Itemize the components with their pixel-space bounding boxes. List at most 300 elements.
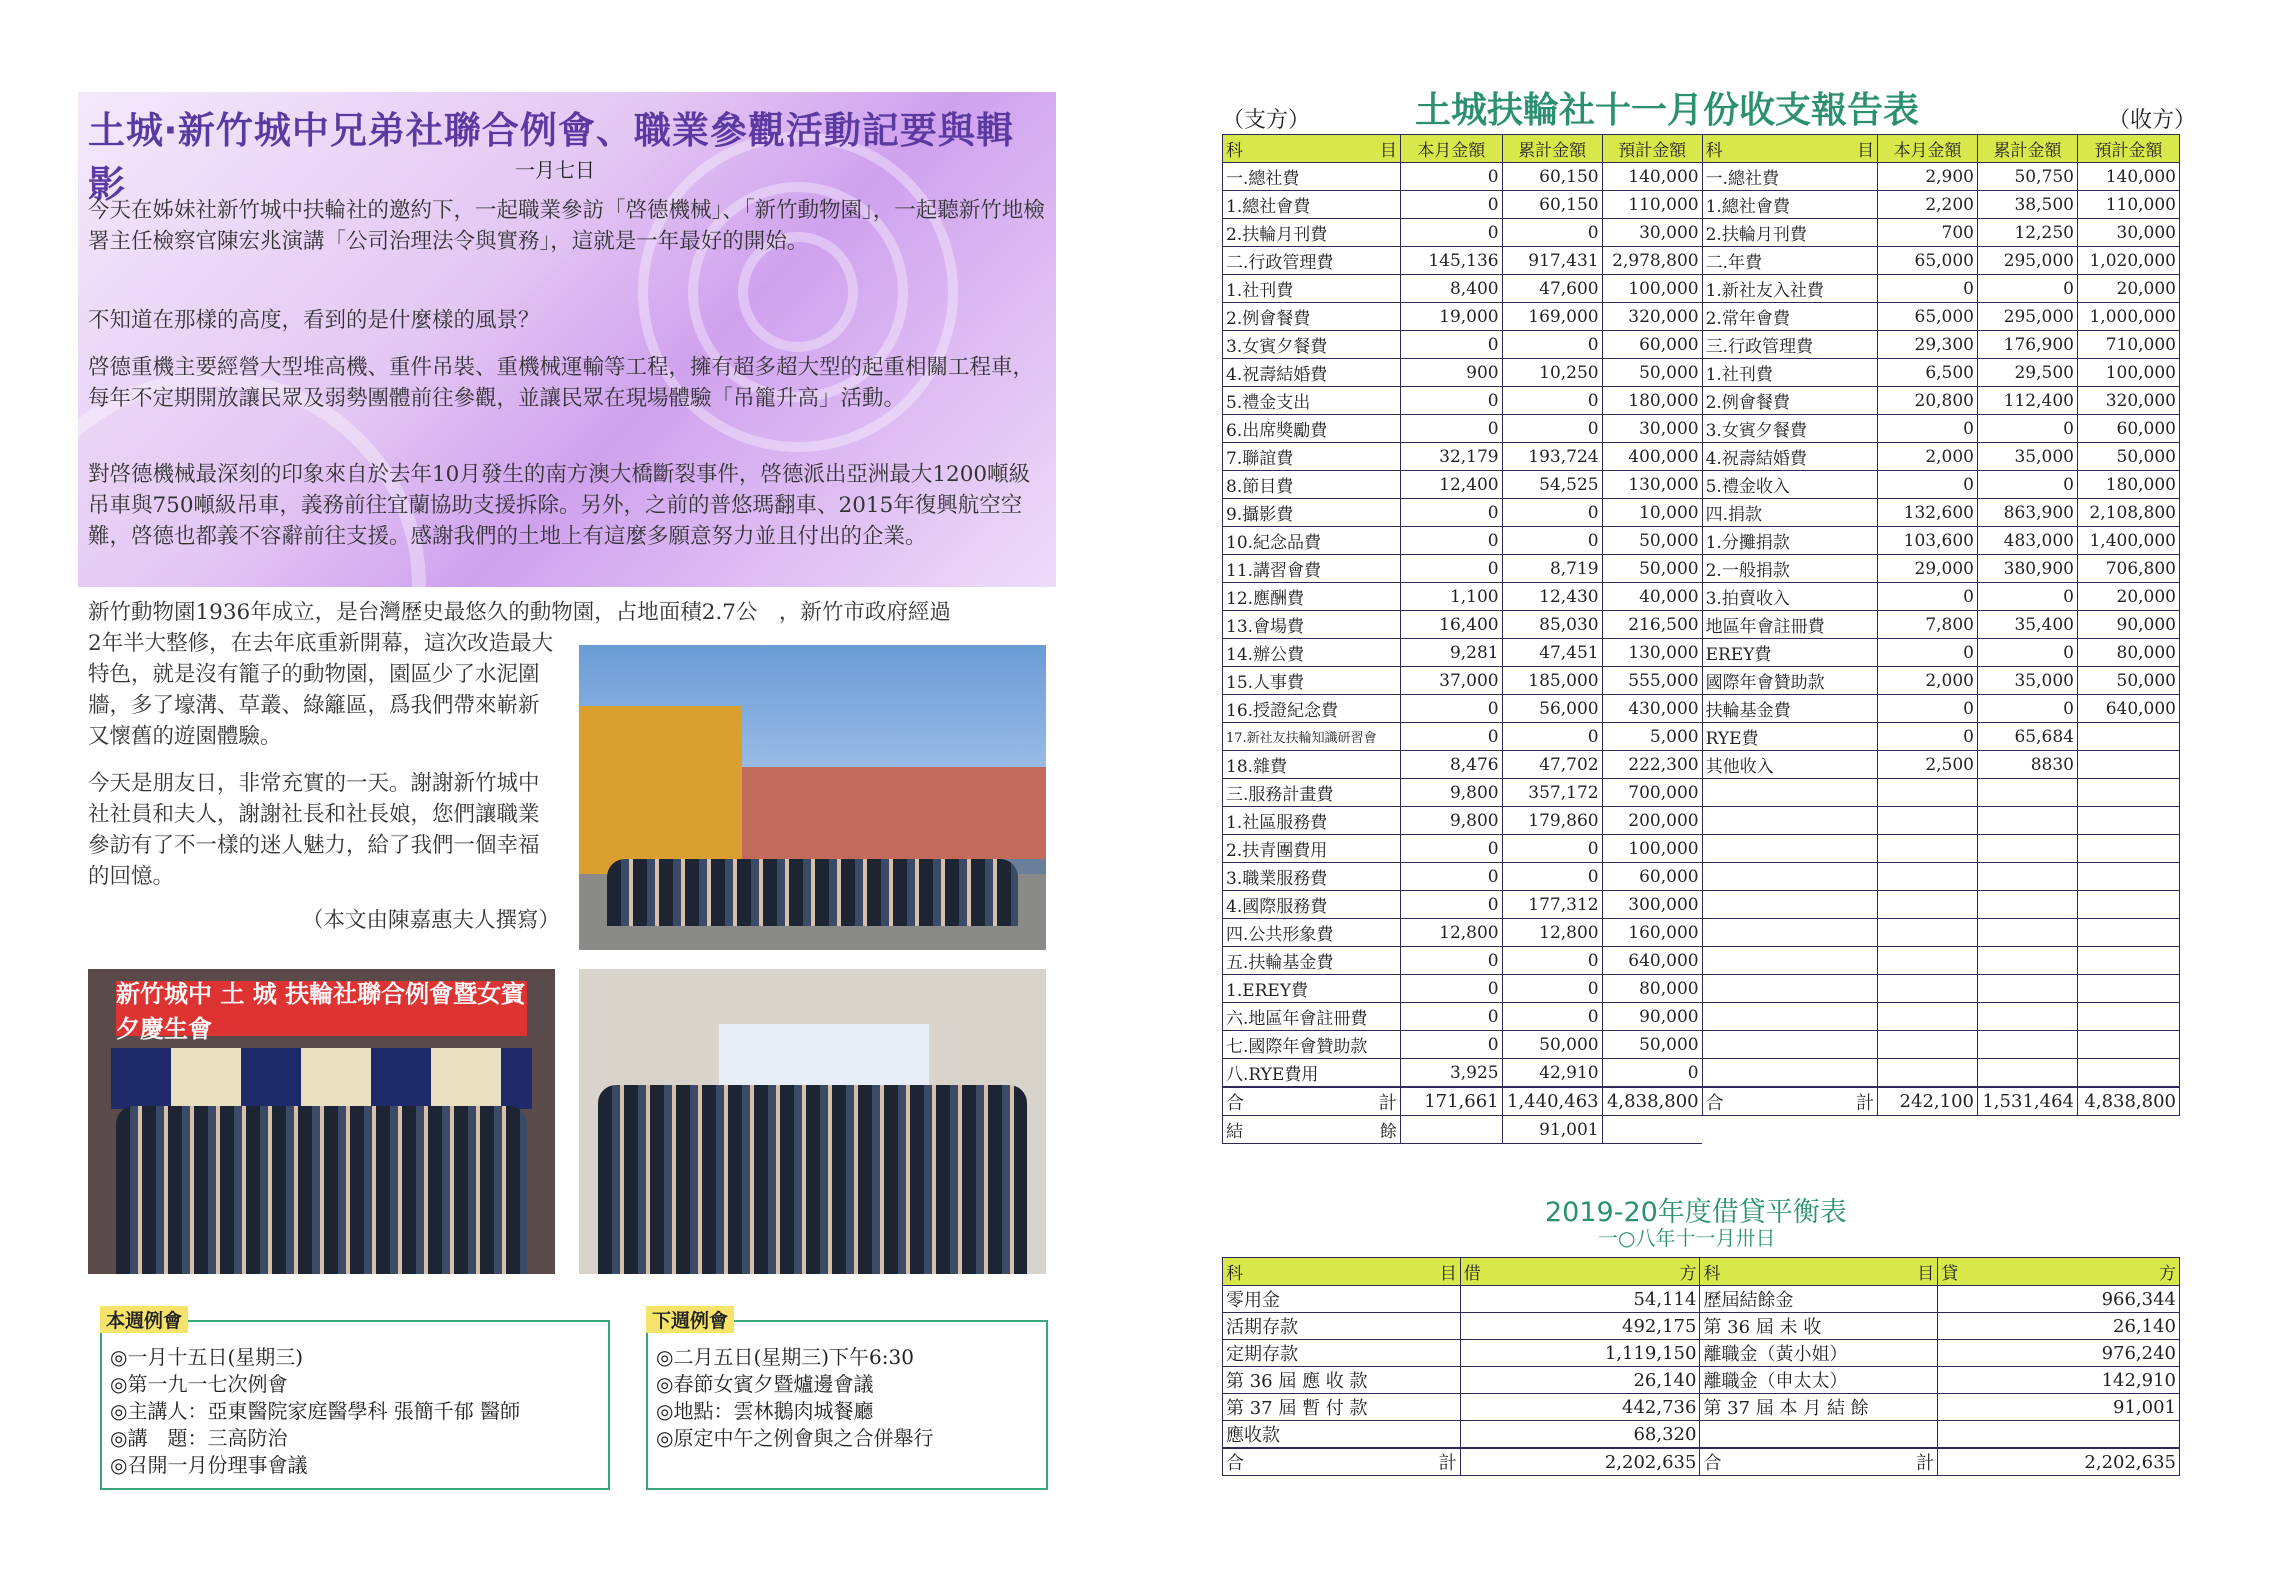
debit-total: 2,202,635 [1460, 1448, 1700, 1476]
income-amount: 65,684 [1977, 723, 2077, 751]
expense-amount: 60,150 [1502, 163, 1602, 191]
table-row [1223, 1031, 2180, 1059]
income-amount [1878, 863, 1978, 891]
expense-amount: 0 [1400, 891, 1502, 919]
income-item-label: 2.扶輪月刊費 [1702, 219, 1878, 247]
expense-item-label: 16.授證紀念費 [1223, 695, 1401, 723]
income-item-label: 1.分攤捐款 [1702, 527, 1878, 555]
expense-amount: 169,000 [1502, 303, 1602, 331]
income-amount: 2,108,800 [2077, 499, 2179, 527]
expense-amount: 0 [1400, 527, 1502, 555]
article-title: 土城‧新竹城中兄弟社聯合例會、職業參觀活動記要與輯影 [88, 109, 1014, 206]
income-amount: 0 [1977, 415, 2077, 443]
table-row [1223, 1367, 2180, 1394]
income-item-label [1702, 835, 1878, 863]
expense-item-label: 13.會場費 [1223, 611, 1401, 639]
header-month: 本月金額 [1878, 135, 1978, 163]
expense-amount: 47,451 [1502, 639, 1602, 667]
expense-total: 1,440,463 [1502, 1087, 1602, 1116]
income-total: 4,838,800 [2077, 1087, 2179, 1116]
balance-sheet-table [1222, 1257, 2180, 1476]
next-week-item: ◎原定中午之例會與之合併舉行 [656, 1426, 934, 1450]
income-amount: 90,000 [2077, 611, 2179, 639]
income-amount [1878, 1059, 1978, 1088]
expense-amount: 140,000 [1602, 163, 1702, 191]
total-label: 合 計 [1223, 1087, 1401, 1116]
income-amount: 103,600 [1878, 527, 1978, 555]
balance-row [1223, 1116, 2180, 1144]
this-week-item: ◎講 題：三高防治 [110, 1426, 288, 1450]
expense-amount: 8,400 [1400, 275, 1502, 303]
table-row [1223, 779, 2180, 807]
income-amount [2077, 975, 2179, 1003]
table-row [1223, 527, 2180, 555]
income-amount: 30,000 [2077, 219, 2179, 247]
expense-amount: 47,702 [1502, 751, 1602, 779]
income-amount: 1,400,000 [2077, 527, 2179, 555]
expense-amount: 917,431 [1502, 247, 1602, 275]
income-amount [1977, 1031, 2077, 1059]
income-amount: 80,000 [2077, 639, 2179, 667]
income-item-label: 三.行政管理費 [1702, 331, 1878, 359]
income-amount [1977, 863, 2077, 891]
income-amount [2077, 1003, 2179, 1031]
expense-total: 4,838,800 [1602, 1087, 1702, 1116]
income-amount: 380,900 [1977, 555, 2077, 583]
expense-amount: 300,000 [1602, 891, 1702, 919]
balance-sheet-title: 2019-20年度借貸平衡表 [1545, 1197, 1847, 1228]
table-row [1223, 835, 2180, 863]
income-expense-table [1222, 134, 2180, 1144]
expense-item-label: 三.服務計畫費 [1223, 779, 1401, 807]
group-meeting-photo [579, 969, 1046, 1274]
debit-item-label: 應收款 [1223, 1421, 1461, 1449]
income-item-label: 3.拍賣收入 [1702, 583, 1878, 611]
article-date: 一月七日 [515, 158, 595, 182]
expense-item-label: 12.應酬費 [1223, 583, 1401, 611]
expense-amount: 0 [1400, 863, 1502, 891]
income-amount: 706,800 [2077, 555, 2179, 583]
expense-amount: 90,000 [1602, 1003, 1702, 1031]
income-item-label [1702, 975, 1878, 1003]
next-week-label: 下週例會 [646, 1306, 734, 1333]
table-row [1223, 247, 2180, 275]
expense-amount: 0 [1502, 947, 1602, 975]
income-item-label [1702, 863, 1878, 891]
expense-amount: 179,860 [1502, 807, 1602, 835]
expense-amount: 430,000 [1602, 695, 1702, 723]
table-row [1223, 667, 2180, 695]
income-item-label: 一.總社費 [1702, 163, 1878, 191]
expense-amount: 0 [1400, 975, 1502, 1003]
expense-amount: 222,300 [1602, 751, 1702, 779]
table-row [1223, 891, 2180, 919]
expense-amount: 0 [1502, 835, 1602, 863]
expense-amount: 110,000 [1602, 191, 1702, 219]
table-row [1223, 1421, 2180, 1449]
income-item-label: 3.女賓夕餐費 [1702, 415, 1878, 443]
expense-amount: 160,000 [1602, 919, 1702, 947]
income-amount [1977, 891, 2077, 919]
expense-amount: 130,000 [1602, 639, 1702, 667]
expense-amount: 185,000 [1502, 667, 1602, 695]
table-row [1223, 919, 2180, 947]
expense-amount: 12,800 [1502, 919, 1602, 947]
income-amount [2077, 835, 2179, 863]
expense-amount: 0 [1502, 527, 1602, 555]
expense-amount: 0 [1400, 499, 1502, 527]
expense-amount: 60,000 [1602, 863, 1702, 891]
expense-item-label: 2.例會餐費 [1223, 303, 1401, 331]
income-amount: 0 [1977, 695, 2077, 723]
income-amount: 20,000 [2077, 583, 2179, 611]
article-paragraph-4: 對啓德機械最深刻的印象來自於去年10月發生的南方澳大橋斷裂事件，啓德派出亞洲最大1200噸級吊車與750噸級吊車，義務前往宜蘭協助支援拆除。另外，之前的普悠瑪翻車、2015年復興航空空難，啓德也都義不容辭前往支援。感謝我們的土地上有這麼多願意努力並且付出的企業。 [88, 462, 1031, 549]
income-item-label: 2.一般捐款 [1702, 555, 1878, 583]
income-item-label: 2.例會餐費 [1702, 387, 1878, 415]
expense-amount: 8,719 [1502, 555, 1602, 583]
expense-amount: 30,000 [1602, 415, 1702, 443]
income-amount: 2,200 [1878, 191, 1978, 219]
income-amount: 2,900 [1878, 163, 1978, 191]
debit-amount: 26,140 [1460, 1367, 1700, 1394]
expense-item-label: 一.總社費 [1223, 163, 1401, 191]
table-row [1223, 443, 2180, 471]
expense-amount: 47,600 [1502, 275, 1602, 303]
income-amount: 100,000 [2077, 359, 2179, 387]
table-row [1223, 331, 2180, 359]
expense-amount: 130,000 [1602, 471, 1702, 499]
total-label: 合 計 [1702, 1087, 1878, 1116]
article-paragraph-5: 2年半大整修，在去年底重新開幕，這次改造最大特色，就是沒有籠子的動物園，園區少了水泥圍牆，多了壕溝、草叢、綠籬區，爲我們帶來嶄新又懷舊的遊園體驗。 [88, 631, 554, 749]
income-amount [1878, 947, 1978, 975]
expense-amount: 5,000 [1602, 723, 1702, 751]
this-week-item: ◎召開一月份理事會議 [110, 1453, 308, 1477]
expense-amount: 0 [1502, 975, 1602, 1003]
expense-amount: 19,000 [1400, 303, 1502, 331]
expense-item-label: 14.辦公費 [1223, 639, 1401, 667]
table-row [1223, 275, 2180, 303]
expense-amount: 42,910 [1502, 1059, 1602, 1088]
income-amount: 65,000 [1878, 247, 1978, 275]
credit-item-label: 歷屆結餘金 [1700, 1286, 1938, 1313]
this-week-item: ◎第一九一七次例會 [110, 1372, 288, 1396]
income-item-label [1702, 807, 1878, 835]
income-amount: 8830 [1977, 751, 2077, 779]
total-label: 合 計 [1223, 1448, 1461, 1476]
income-amount [1878, 807, 1978, 835]
debit-item-label: 第 37 屆 暫 付 款 [1223, 1394, 1461, 1421]
income-amount: 1,000,000 [2077, 303, 2179, 331]
table-row [1223, 947, 2180, 975]
expense-total: 171,661 [1400, 1087, 1502, 1116]
expense-amount: 0 [1602, 1059, 1702, 1088]
income-total: 1,531,464 [1977, 1087, 2077, 1116]
income-item-label: 扶輪基金費 [1702, 695, 1878, 723]
income-amount [2077, 891, 2179, 919]
table-row [1223, 163, 2180, 191]
income-amount [1878, 919, 1978, 947]
expense-item-label: 3.女賓夕餐費 [1223, 331, 1401, 359]
income-amount: 0 [1878, 415, 1978, 443]
income-amount: 295,000 [1977, 247, 2077, 275]
income-amount [1977, 975, 2077, 1003]
expense-amount: 177,312 [1502, 891, 1602, 919]
table-row [1223, 415, 2180, 443]
income-amount [1878, 835, 1978, 863]
income-item-label [1702, 1031, 1878, 1059]
income-amount: 863,900 [1977, 499, 2077, 527]
table-row [1223, 1394, 2180, 1421]
income-amount: 0 [1878, 275, 1978, 303]
debit-item-label: 活期存款 [1223, 1313, 1461, 1340]
expense-item-label: 1.總社會費 [1223, 191, 1401, 219]
income-item-label: 二.年費 [1702, 247, 1878, 275]
bs-header-subject: 科 目 [1223, 1258, 1461, 1286]
credit-item-label: 第 36 屆 未 收 [1700, 1313, 1938, 1340]
expense-amount: 40,000 [1602, 583, 1702, 611]
expense-item-label: 七.國際年會贊助款 [1223, 1031, 1401, 1059]
debit-amount: 54,114 [1460, 1286, 1700, 1313]
income-item-label [1702, 891, 1878, 919]
total-label: 結 餘 [1223, 1116, 1401, 1144]
expense-amount: 193,724 [1502, 443, 1602, 471]
expense-amount: 60,000 [1602, 331, 1702, 359]
expense-amount: 900 [1400, 359, 1502, 387]
expense-amount: 180,000 [1602, 387, 1702, 415]
expense-amount: 0 [1400, 835, 1502, 863]
expense-amount: 100,000 [1602, 835, 1702, 863]
expense-item-label: 五.扶輪基金費 [1223, 947, 1401, 975]
expense-item-label: 六.地區年會註冊費 [1223, 1003, 1401, 1031]
credit-item-label [1700, 1421, 1938, 1449]
income-amount: 7,800 [1878, 611, 1978, 639]
event-banner: 新竹城中 土 城 扶輪社聯合例會暨女賓夕慶生會 [116, 979, 526, 1043]
table-row [1223, 583, 2180, 611]
income-amount [2077, 779, 2179, 807]
income-item-label: 其他收入 [1702, 751, 1878, 779]
next-week-item: ◎春節女賓夕暨爐邊會議 [656, 1372, 874, 1396]
income-amount [1878, 1003, 1978, 1031]
debit-item-label: 第 36 屆 應 收 款 [1223, 1367, 1461, 1394]
income-amount [1878, 975, 1978, 1003]
expense-amount: 200,000 [1602, 807, 1702, 835]
expense-item-label: 2.扶輪月刊費 [1223, 219, 1401, 247]
expense-amount: 0 [1400, 387, 1502, 415]
expense-amount: 0 [1502, 863, 1602, 891]
expense-item-label: 3.職業服務費 [1223, 863, 1401, 891]
income-amount [2077, 947, 2179, 975]
credit-total: 2,202,635 [1938, 1448, 2180, 1476]
expense-item-label: 八.RYE費用 [1223, 1059, 1401, 1088]
crane-group-photo [579, 645, 1046, 950]
income-amount: 180,000 [2077, 471, 2179, 499]
income-amount: 483,000 [1977, 527, 2077, 555]
table-row [1223, 359, 2180, 387]
income-amount: 0 [1977, 275, 2077, 303]
credit-item-label: 第 37 屆 本 月 結 餘 [1700, 1394, 1938, 1421]
expense-amount: 50,000 [1602, 555, 1702, 583]
income-amount: 1,020,000 [2077, 247, 2179, 275]
income-total: 242,100 [1878, 1087, 1978, 1116]
income-amount: 110,000 [2077, 191, 2179, 219]
income-amount [1977, 919, 2077, 947]
total-row [1223, 1448, 2180, 1476]
expense-side-tag: （支方） [1222, 108, 1311, 133]
income-amount: 2,500 [1878, 751, 1978, 779]
expense-amount: 60,150 [1502, 191, 1602, 219]
table-row [1223, 471, 2180, 499]
expense-amount: 32,179 [1400, 443, 1502, 471]
expense-amount: 0 [1502, 415, 1602, 443]
this-week-label: 本週例會 [100, 1306, 188, 1333]
table-row [1223, 751, 2180, 779]
income-side-tag: （收方） [2108, 108, 2197, 133]
expense-item-label: 9.攝影費 [1223, 499, 1401, 527]
expense-amount: 50,000 [1602, 359, 1702, 387]
table-row [1223, 499, 2180, 527]
income-amount: 112,400 [1977, 387, 2077, 415]
expense-amount: 1,100 [1400, 583, 1502, 611]
table-row [1223, 1313, 2180, 1340]
table-row [1223, 303, 2180, 331]
income-amount: 2,000 [1878, 443, 1978, 471]
income-amount [1977, 807, 2077, 835]
expense-amount: 9,800 [1400, 807, 1502, 835]
income-amount [2077, 919, 2179, 947]
article-paragraph-3: 啓德重機主要經營大型堆高機、重件吊裝、重機械運輸等工程，擁有超多超大型的起重相關工程車，每年不定期開放讓民眾及弱勢團體前往參觀，並讓民眾在現場體驗「吊籠升高」活動。 [88, 355, 1035, 411]
expense-amount: 0 [1502, 499, 1602, 527]
income-amount: 0 [1977, 471, 2077, 499]
header-cumulative: 累計金額 [1502, 135, 1602, 163]
expense-item-label: 1.社刊費 [1223, 275, 1401, 303]
income-amount: 50,750 [1977, 163, 2077, 191]
income-amount: 12,250 [1977, 219, 2077, 247]
expense-amount: 357,172 [1502, 779, 1602, 807]
article-paragraph-6: 今天是朋友日，非常充實的一天。謝謝新竹城中社社員和夫人，謝謝社長和社長娘，您們讓職業參訪有了不一樣的迷人魅力，給了我們一個幸福的回憶。 [88, 771, 540, 889]
credit-amount: 91,001 [1938, 1394, 2180, 1421]
expense-amount: 0 [1400, 555, 1502, 583]
income-amount: 60,000 [2077, 415, 2179, 443]
table-row [1223, 863, 2180, 891]
income-amount: 700 [1878, 219, 1978, 247]
income-amount: 35,000 [1977, 667, 2077, 695]
expense-amount: 0 [1400, 219, 1502, 247]
expense-amount: 0 [1400, 1031, 1502, 1059]
this-week-item: ◎主講人：亞東醫院家庭醫學科 張簡千郁 醫師 [110, 1399, 521, 1423]
table-row [1223, 1286, 2180, 1313]
income-item-label: 4.祝壽結婚費 [1702, 443, 1878, 471]
expense-amount: 12,400 [1400, 471, 1502, 499]
this-week-item: ◎一月十五日(星期三) [110, 1345, 304, 1369]
income-amount [1878, 779, 1978, 807]
income-item-label: 1.新社友入社費 [1702, 275, 1878, 303]
expense-item-label: 18.雜費 [1223, 751, 1401, 779]
article-byline: （本文由陳嘉惠夫人撰寫） [301, 908, 560, 933]
expense-amount: 12,430 [1502, 583, 1602, 611]
credit-item-label: 離職金（黃小姐） [1700, 1340, 1938, 1367]
income-amount [1878, 1031, 1978, 1059]
income-amount: 132,600 [1878, 499, 1978, 527]
table-row [1223, 191, 2180, 219]
expense-item-label: 4.祝壽結婚費 [1223, 359, 1401, 387]
debit-amount: 1,119,150 [1460, 1340, 1700, 1367]
income-amount [2077, 723, 2179, 751]
expense-amount: 9,281 [1400, 639, 1502, 667]
debit-amount: 492,175 [1460, 1313, 1700, 1340]
income-amount: 640,000 [2077, 695, 2179, 723]
expense-item-label: 1.社區服務費 [1223, 807, 1401, 835]
table-row [1223, 723, 2180, 751]
next-week-item: ◎地點：雲林鵝肉城餐廳 [656, 1399, 874, 1423]
empty-cell [1400, 1116, 1502, 1144]
expense-item-label: 8.節目費 [1223, 471, 1401, 499]
expense-amount: 37,000 [1400, 667, 1502, 695]
expense-amount: 0 [1400, 191, 1502, 219]
expense-amount: 30,000 [1602, 219, 1702, 247]
expense-item-label: 5.禮金支出 [1223, 387, 1401, 415]
bs-header-debit: 借 方 [1460, 1258, 1700, 1286]
expense-amount: 9,800 [1400, 779, 1502, 807]
income-amount [1977, 835, 2077, 863]
income-amount [2077, 751, 2179, 779]
expense-amount: 80,000 [1602, 975, 1702, 1003]
expense-amount: 400,000 [1602, 443, 1702, 471]
this-week-meeting-box [100, 1310, 610, 1490]
debit-item-label: 零用金 [1223, 1286, 1461, 1313]
expense-amount: 0 [1400, 947, 1502, 975]
expense-amount: 12,800 [1400, 919, 1502, 947]
expense-amount: 2,978,800 [1602, 247, 1702, 275]
income-amount: 0 [1878, 471, 1978, 499]
income-item-label [1702, 779, 1878, 807]
expense-amount: 216,500 [1602, 611, 1702, 639]
income-amount [1977, 1003, 2077, 1031]
table-row [1223, 555, 2180, 583]
expense-amount: 8,476 [1400, 751, 1502, 779]
expense-amount: 0 [1502, 331, 1602, 359]
expense-amount: 50,000 [1602, 527, 1702, 555]
expense-amount: 3,925 [1400, 1059, 1502, 1088]
income-amount [2077, 1059, 2179, 1088]
expense-amount: 320,000 [1602, 303, 1702, 331]
expense-amount: 0 [1502, 1003, 1602, 1031]
credit-item-label: 離職金（申太太） [1700, 1367, 1938, 1394]
expense-amount: 640,000 [1602, 947, 1702, 975]
income-amount: 50,000 [2077, 667, 2179, 695]
bs-header-subject: 科 目 [1700, 1258, 1938, 1286]
income-item-label [1702, 919, 1878, 947]
income-item-label: 1.社刊費 [1702, 359, 1878, 387]
income-amount: 0 [1878, 639, 1978, 667]
expense-item-label: 1.EREY費 [1223, 975, 1401, 1003]
income-amount: 140,000 [2077, 163, 2179, 191]
income-amount: 35,000 [1977, 443, 2077, 471]
expense-item-label: 四.公共形象費 [1223, 919, 1401, 947]
income-amount [2077, 863, 2179, 891]
income-item-label [1702, 1059, 1878, 1088]
income-amount: 0 [1977, 583, 2077, 611]
table-row [1223, 219, 2180, 247]
expense-item-label: 11.講習會費 [1223, 555, 1401, 583]
income-item-label [1702, 947, 1878, 975]
expense-amount: 0 [1400, 415, 1502, 443]
income-amount: 29,300 [1878, 331, 1978, 359]
income-amount: 50,000 [2077, 443, 2179, 471]
credit-amount: 142,910 [1938, 1367, 2180, 1394]
expense-amount: 0 [1502, 219, 1602, 247]
credit-amount: 966,344 [1938, 1286, 2180, 1313]
expense-amount: 0 [1502, 387, 1602, 415]
